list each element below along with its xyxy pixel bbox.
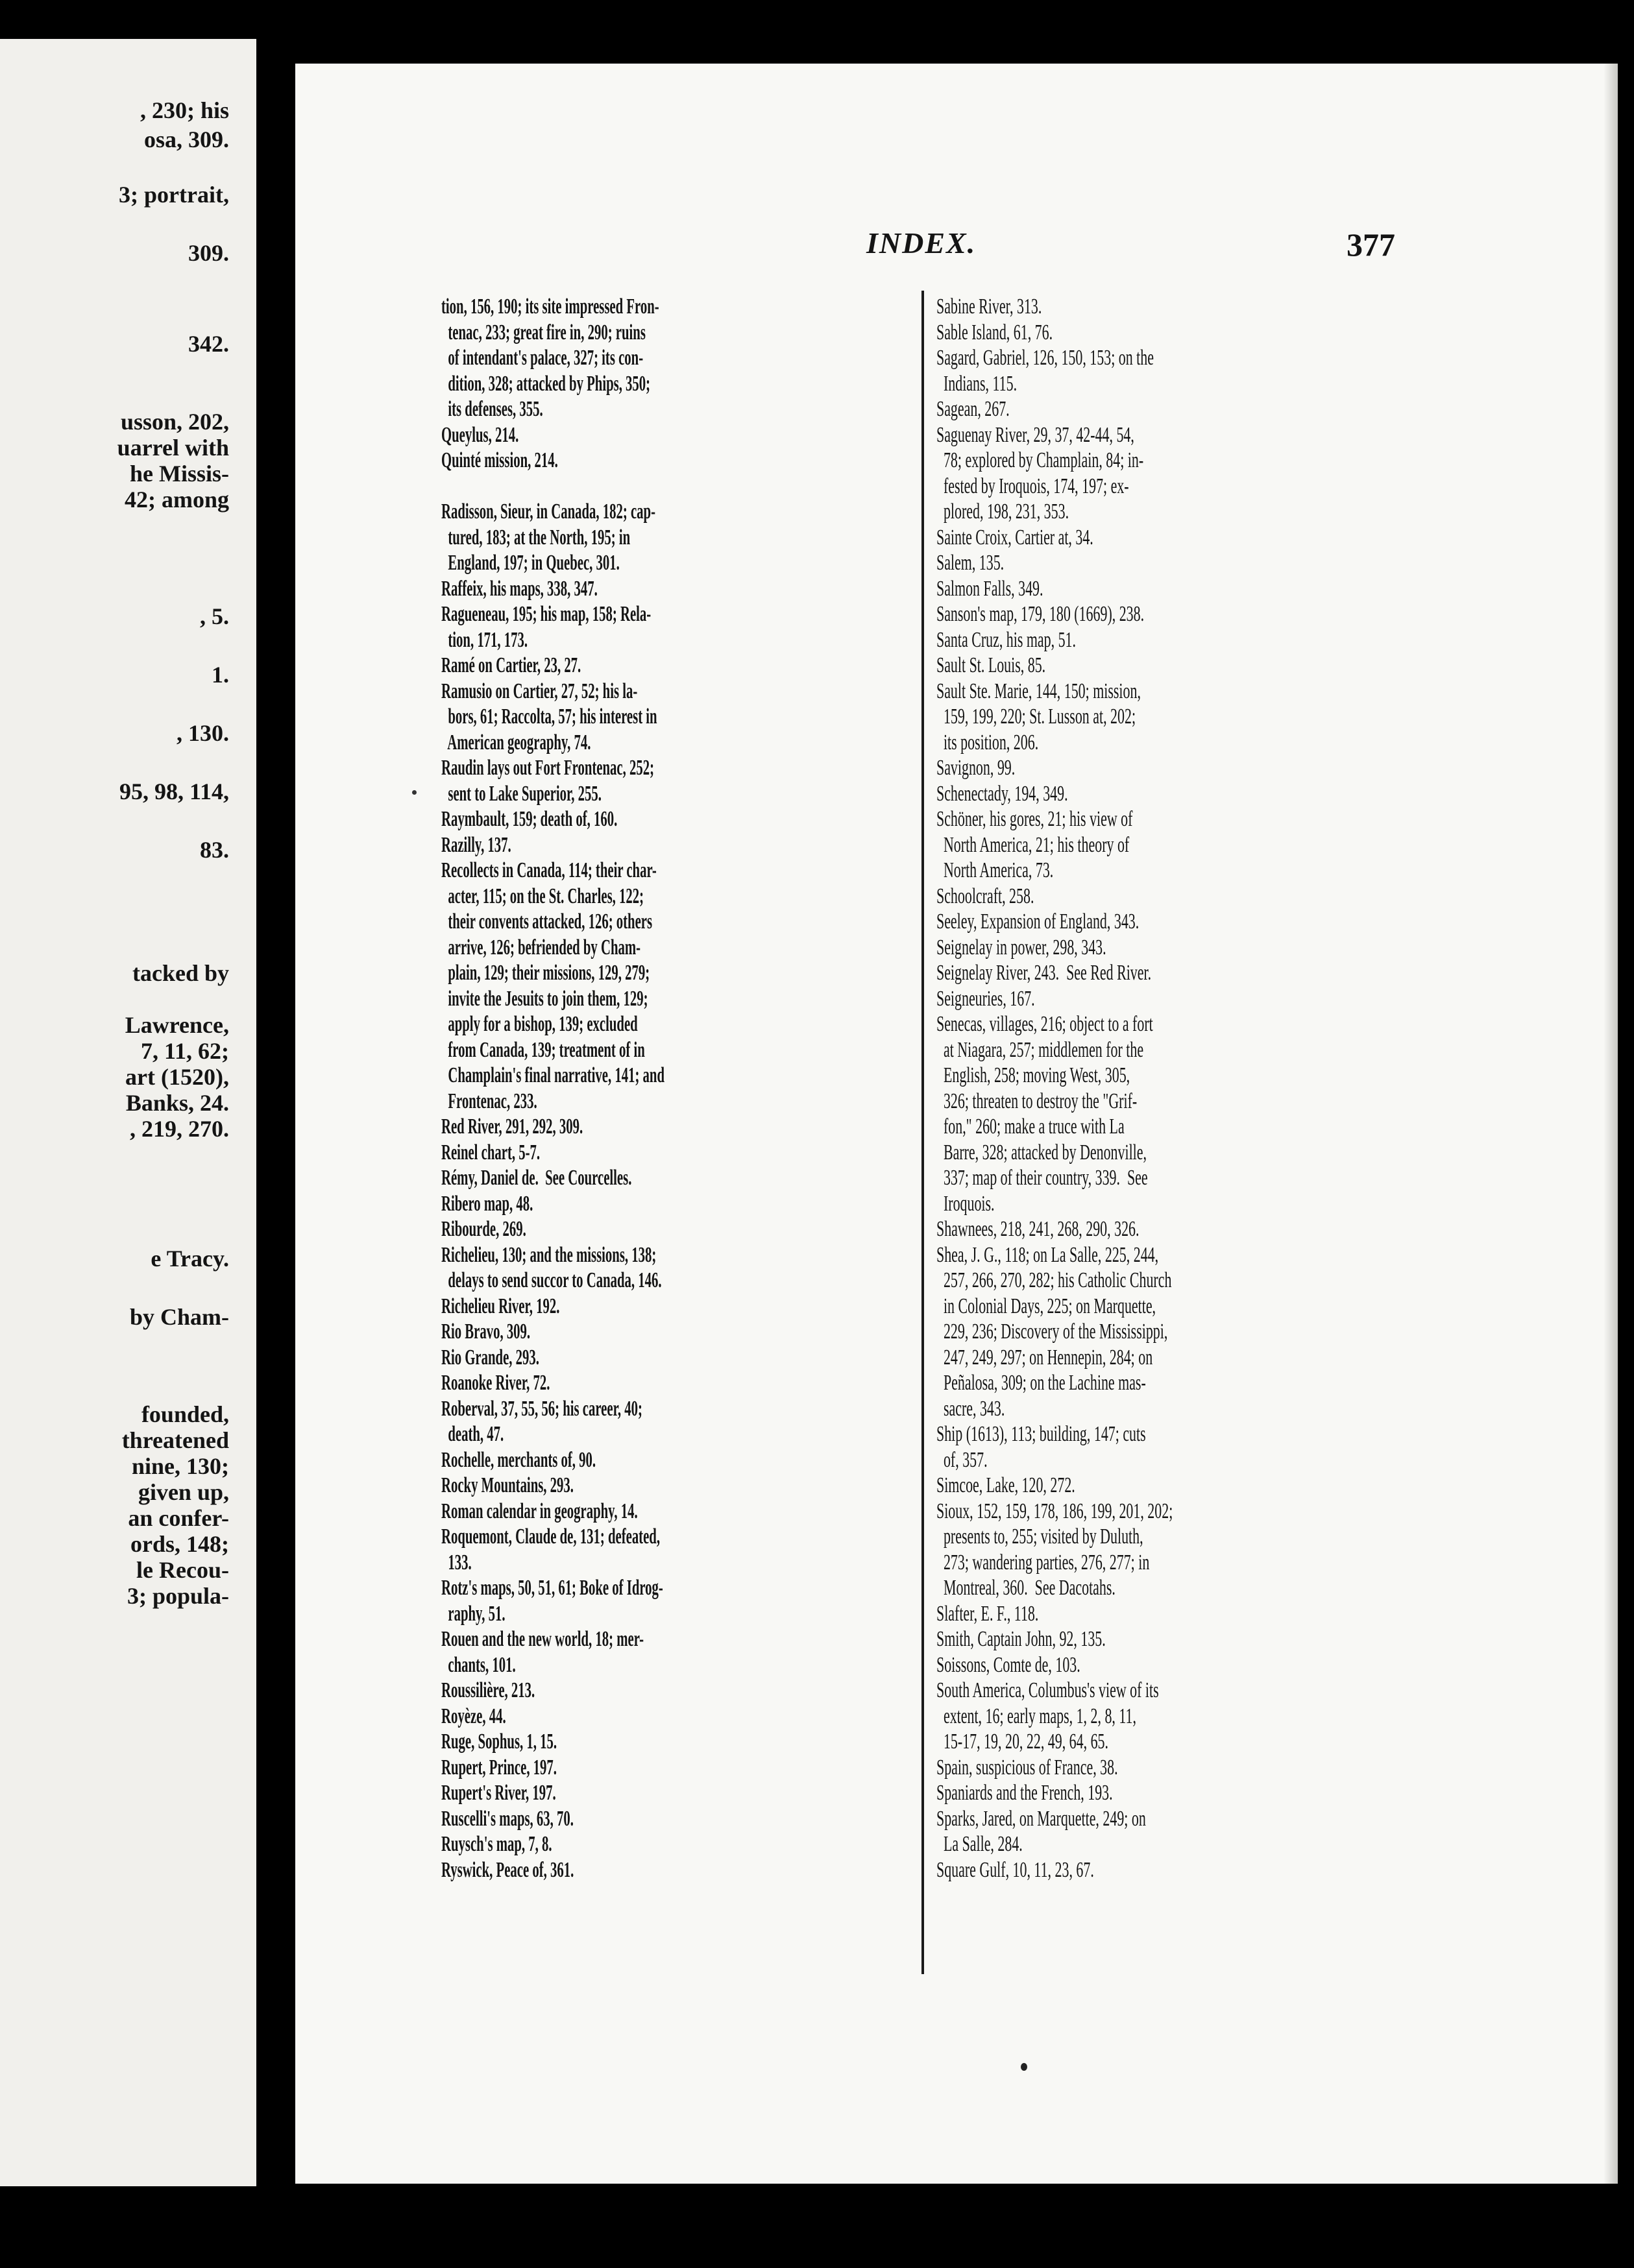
index-line: their convents attacked, 126; others [441,910,653,934]
previous-page-line: le Recou- [136,1557,229,1583]
index-line: Rio Bravo, 309. [441,1320,531,1344]
index-line: from Canada, 139; treatment of in [441,1037,645,1062]
index-line: South America, Columbus's view of its [936,1678,1159,1702]
index-line: its defenses, 355. [441,397,543,421]
index-line: Rouen and the new world, 18; mer- [441,1627,644,1651]
index-line: Sabine River, 313. [936,295,1042,319]
index-line: Razilly, 137. [441,832,511,857]
index-line: Roussilière, 213. [441,1678,535,1702]
index-line: Senecas, villages, 216; object to a fort [936,1012,1153,1036]
index-line: 257, 266, 270, 282; his Catholic Church [936,1268,1172,1292]
index-line: Raudin lays out Fort Frontenac, 252; [441,756,655,780]
index-line: Rémy, Daniel de. See Courcelles. [441,1166,632,1190]
index-line: Ragueneau, 195; his map, 158; Rela- [441,602,652,626]
previous-page-line: 42; among [125,487,229,513]
previous-page-line: by Cham- [129,1304,229,1330]
index-line: 159, 199, 220; St. Lusson at, 202; [936,705,1136,729]
index-line: Spaniards and the French, 193. [936,1781,1113,1805]
index-line: Richelieu, 130; and the missions, 138; [441,1242,657,1267]
index-line: tenac, 233; great fire in, 290; ruins [441,320,646,344]
index-line: delays to send succor to Canada, 146. [441,1268,662,1292]
index-line: Roberval, 37, 55, 56; his career, 40; [441,1396,642,1421]
index-line: Sanson's map, 179, 180 (1669), 238. [936,602,1145,626]
previous-page-line: given up, [138,1479,229,1505]
previous-page-line: 7, 11, 62; [140,1038,229,1064]
previous-page-line: 3; portrait, [119,182,229,208]
previous-page-line: 309. [188,240,229,266]
index-line: Rio Grande, 293. [441,1345,539,1369]
index-line: in Colonial Days, 225; on Marquette, [936,1294,1156,1318]
index-line: 15-17, 19, 20, 22, 49, 64, 65. [936,1730,1108,1754]
previous-page-line: 3; popula- [127,1583,229,1609]
index-line: Seigneuries, 167. [936,986,1035,1011]
index-line: Seeley, Expansion of England, 343. [936,910,1140,934]
index-line: Frontenac, 233. [441,1089,537,1113]
index-line: Seignelay River, 243. See Red River. [936,961,1152,985]
index-line: raphy, 51. [441,1601,506,1626]
index-line: death, 47. [441,1422,504,1446]
index-line: Ship (1613), 113; building, 147; cuts [936,1422,1146,1446]
index-line: 133. [441,1550,472,1574]
index-line: Roman calendar in geography, 14. [441,1499,638,1523]
index-line: invite the Jesuits to join them, 129; [441,986,648,1011]
index-line: Santa Cruz, his map, 51. [936,627,1077,652]
index-page [295,64,1618,2184]
previous-page-line: osa, 309. [143,127,229,152]
index-line: English, 258; moving West, 305, [936,1063,1130,1087]
index-line: Schoolcraft, 258. [936,884,1034,908]
previous-page-line: e Tracy. [151,1246,229,1272]
index-line: Shawnees, 218, 241, 268, 290, 326. [936,1217,1140,1241]
previous-page-line: nine, 130; [131,1453,229,1479]
index-line: presents to, 255; visited by Duluth, [936,1525,1143,1549]
index-line: Spain, suspicious of France, 38. [936,1755,1118,1779]
previous-page-line: uarrel with [117,435,229,461]
index-line: Smith, Captain John, 92, 135. [936,1627,1106,1651]
index-line: Slafter, E. F., 118. [936,1601,1039,1626]
index-line: its position, 206. [936,730,1039,754]
index-line: Ribero map, 48. [441,1191,533,1216]
index-line: Sagard, Gabriel, 126, 150, 153; on the [936,346,1154,370]
index-line: Ribourde, 269. [441,1217,526,1241]
book-gutter [256,0,295,2268]
index-line: tion, 171, 173. [441,627,528,652]
index-line: North America, 73. [936,858,1054,882]
page-edge-shadow [1604,64,1618,2184]
index-line: Reinel chart, 5-7. [441,1140,541,1164]
previous-page-line: Banks, 24. [125,1090,229,1116]
previous-page-line: founded, [141,1401,229,1427]
index-line: chants, 101. [441,1652,516,1677]
index-column-s [936,294,1634,1883]
index-line: 337; map of their country, 339. See [936,1166,1148,1190]
previous-page-fragment [0,39,256,2186]
index-line: Champlain's final narrative, 141; and [441,1063,665,1087]
index-line: Ryswick, Peace of, 361. [441,1857,574,1882]
index-line: Sault St. Louis, 85. [936,653,1046,677]
index-line: 247, 249, 297; on Hennepin, 284; on [936,1345,1153,1369]
margin-speck [412,790,417,795]
previous-page-line: usson, 202, [120,409,229,435]
index-line: Radisson, Sieur, in Canada, 182; cap- [441,500,656,524]
previous-page-line: art (1520), [125,1064,229,1090]
index-line: Royèze, 44. [441,1704,506,1728]
index-line: Red River, 291, 292, 309. [441,1115,583,1139]
index-line: Barre, 328; attacked by Denonville, [936,1140,1147,1164]
index-line: England, 197; in Quebec, 301. [441,551,620,575]
previous-page-line: Lawrence, [125,1012,229,1038]
index-line: 229, 236; Discovery of the Mississippi, [936,1320,1168,1344]
index-line: Raffeix, his maps, 338, 347. [441,576,598,601]
index-line: tion, 156, 190; its site impressed Fron- [441,295,659,319]
index-line: Soissons, Comte de, 103. [936,1652,1080,1677]
index-line: dition, 328; attacked by Phips, 350; [441,371,651,396]
previous-page-line: he Missis- [130,461,229,487]
index-line: arrive, 126; befriended by Cham- [441,935,641,959]
index-line: North America, 21; his theory of [936,832,1130,857]
index-line: Ruscelli's maps, 63, 70. [441,1806,574,1831]
index-line: at Niagara, 257; middlemen for the [936,1037,1144,1062]
index-line: 326; threaten to destroy the "Grif- [936,1089,1138,1113]
index-line: acter, 115; on the St. Charles, 122; [441,884,644,908]
index-line: extent, 16; early maps, 1, 2, 8, 11, [936,1704,1136,1728]
index-line: Richelieu River, 192. [441,1294,560,1318]
index-line: Ruge, Sophus, 1, 15. [441,1730,557,1754]
column-rule [921,291,924,1974]
previous-page-line: an confer- [128,1505,229,1531]
index-line: Peñalosa, 309; on the Lachine mas- [936,1371,1146,1395]
index-line: La Salle, 284. [936,1832,1023,1856]
index-line: Ramusio on Cartier, 27, 52; his la- [441,679,638,703]
index-line: 273; wandering parties, 276, 277; in [936,1550,1150,1574]
index-line: Rupert's River, 197. [441,1781,556,1805]
index-line: Saguenay River, 29, 37, 42-44, 54, [936,422,1134,447]
index-line: Raymbault, 159; death of, 160. [441,807,618,831]
index-line: Schenectady, 194, 349. [936,781,1068,806]
index-line: Rotz's maps, 50, 51, 61; Boke of Idrog- [441,1576,663,1600]
index-line: Sault Ste. Marie, 144, 150; mission, [936,679,1141,703]
index-line: of, 357. [936,1447,988,1472]
previous-page-line: , 130. [177,720,229,746]
index-line: fon," 260; make a truce with La [936,1115,1125,1139]
index-line: Iroquois. [936,1191,995,1216]
previous-page-line: , 5. [200,603,229,629]
index-line: Rupert, Prince, 197. [441,1755,557,1779]
index-line: 78; explored by Champlain, 84; in- [936,448,1144,472]
index-line: Montreal, 360. See Dacotahs. [936,1576,1116,1600]
index-line: Schöner, his gores, 21; his view of [936,807,1133,831]
previous-page-line: , 230; his [140,97,229,123]
index-line: Sioux, 152, 159, 178, 186, 199, 201, 202; [936,1499,1173,1523]
previous-page-line: 83. [200,837,229,863]
index-line: apply for a bishop, 139; excluded [441,1012,638,1036]
page-number: 377 [1347,226,1395,263]
index-line: Ruysch's map, 7, 8. [441,1832,552,1856]
previous-page-line: ords, 148; [130,1531,229,1557]
index-line: Shea, J. G., 118; on La Salle, 225, 244, [936,1242,1159,1267]
previous-page-line: , 219, 270. [130,1116,229,1142]
index-line: American geography, 74. [441,730,591,754]
index-line: Savignon, 99. [936,756,1016,780]
index-line: Quinté mission, 214. [441,448,558,472]
page-speck [1021,2063,1027,2071]
index-line: Square Gulf, 10, 11, 23, 67. [936,1857,1094,1882]
index-line: Indians, 115. [936,371,1018,396]
index-line: Roquemont, Claude de, 131; defeated, [441,1525,661,1549]
index-line: Sable Island, 61, 76. [936,320,1053,344]
index-line: Simcoe, Lake, 120, 272. [936,1473,1075,1497]
index-line: sent to Lake Superior, 255. [441,781,602,806]
index-line: Seignelay in power, 298, 343. [936,935,1106,959]
index-line: Salem, 135. [936,551,1005,575]
index-line: Sagean, 267. [936,397,1010,421]
running-head: INDEX. [866,226,977,259]
index-line: Ramé on Cartier, 23, 27. [441,653,581,677]
index-line: plored, 198, 231, 353. [936,500,1069,524]
previous-page-line: 1. [212,662,229,688]
index-line: plain, 129; their missions, 129, 279; [441,961,650,985]
previous-page-line: 95, 98, 114, [119,778,229,804]
index-line: fested by Iroquois, 174, 197; ex- [936,474,1129,498]
index-line: Sparks, Jared, on Marquette, 249; on [936,1806,1146,1831]
entry-gap [441,474,901,500]
index-line: Sainte Croix, Cartier at, 34. [936,525,1093,549]
index-line: Rocky Mountains, 293. [441,1473,574,1497]
index-line: Queylus, 214. [441,422,519,447]
index-line: Salmon Falls, 349. [936,576,1043,601]
previous-page-line: threatened [121,1427,229,1453]
index-line: Rochelle, merchants of, 90. [441,1447,596,1472]
index-line: Roanoke River, 72. [441,1371,550,1395]
index-line: sacre, 343. [936,1396,1005,1421]
index-line: tured, 183; at the North, 195; in [441,525,631,549]
index-line: Recollects in Canada, 114; their char- [441,858,657,882]
previous-page-line: tacked by [132,960,229,986]
index-line: bors, 61; Raccolta, 57; his interest in [441,705,657,729]
previous-page-line: 342. [188,331,229,357]
index-line: of intendant's palace, 327; its con- [441,346,644,370]
